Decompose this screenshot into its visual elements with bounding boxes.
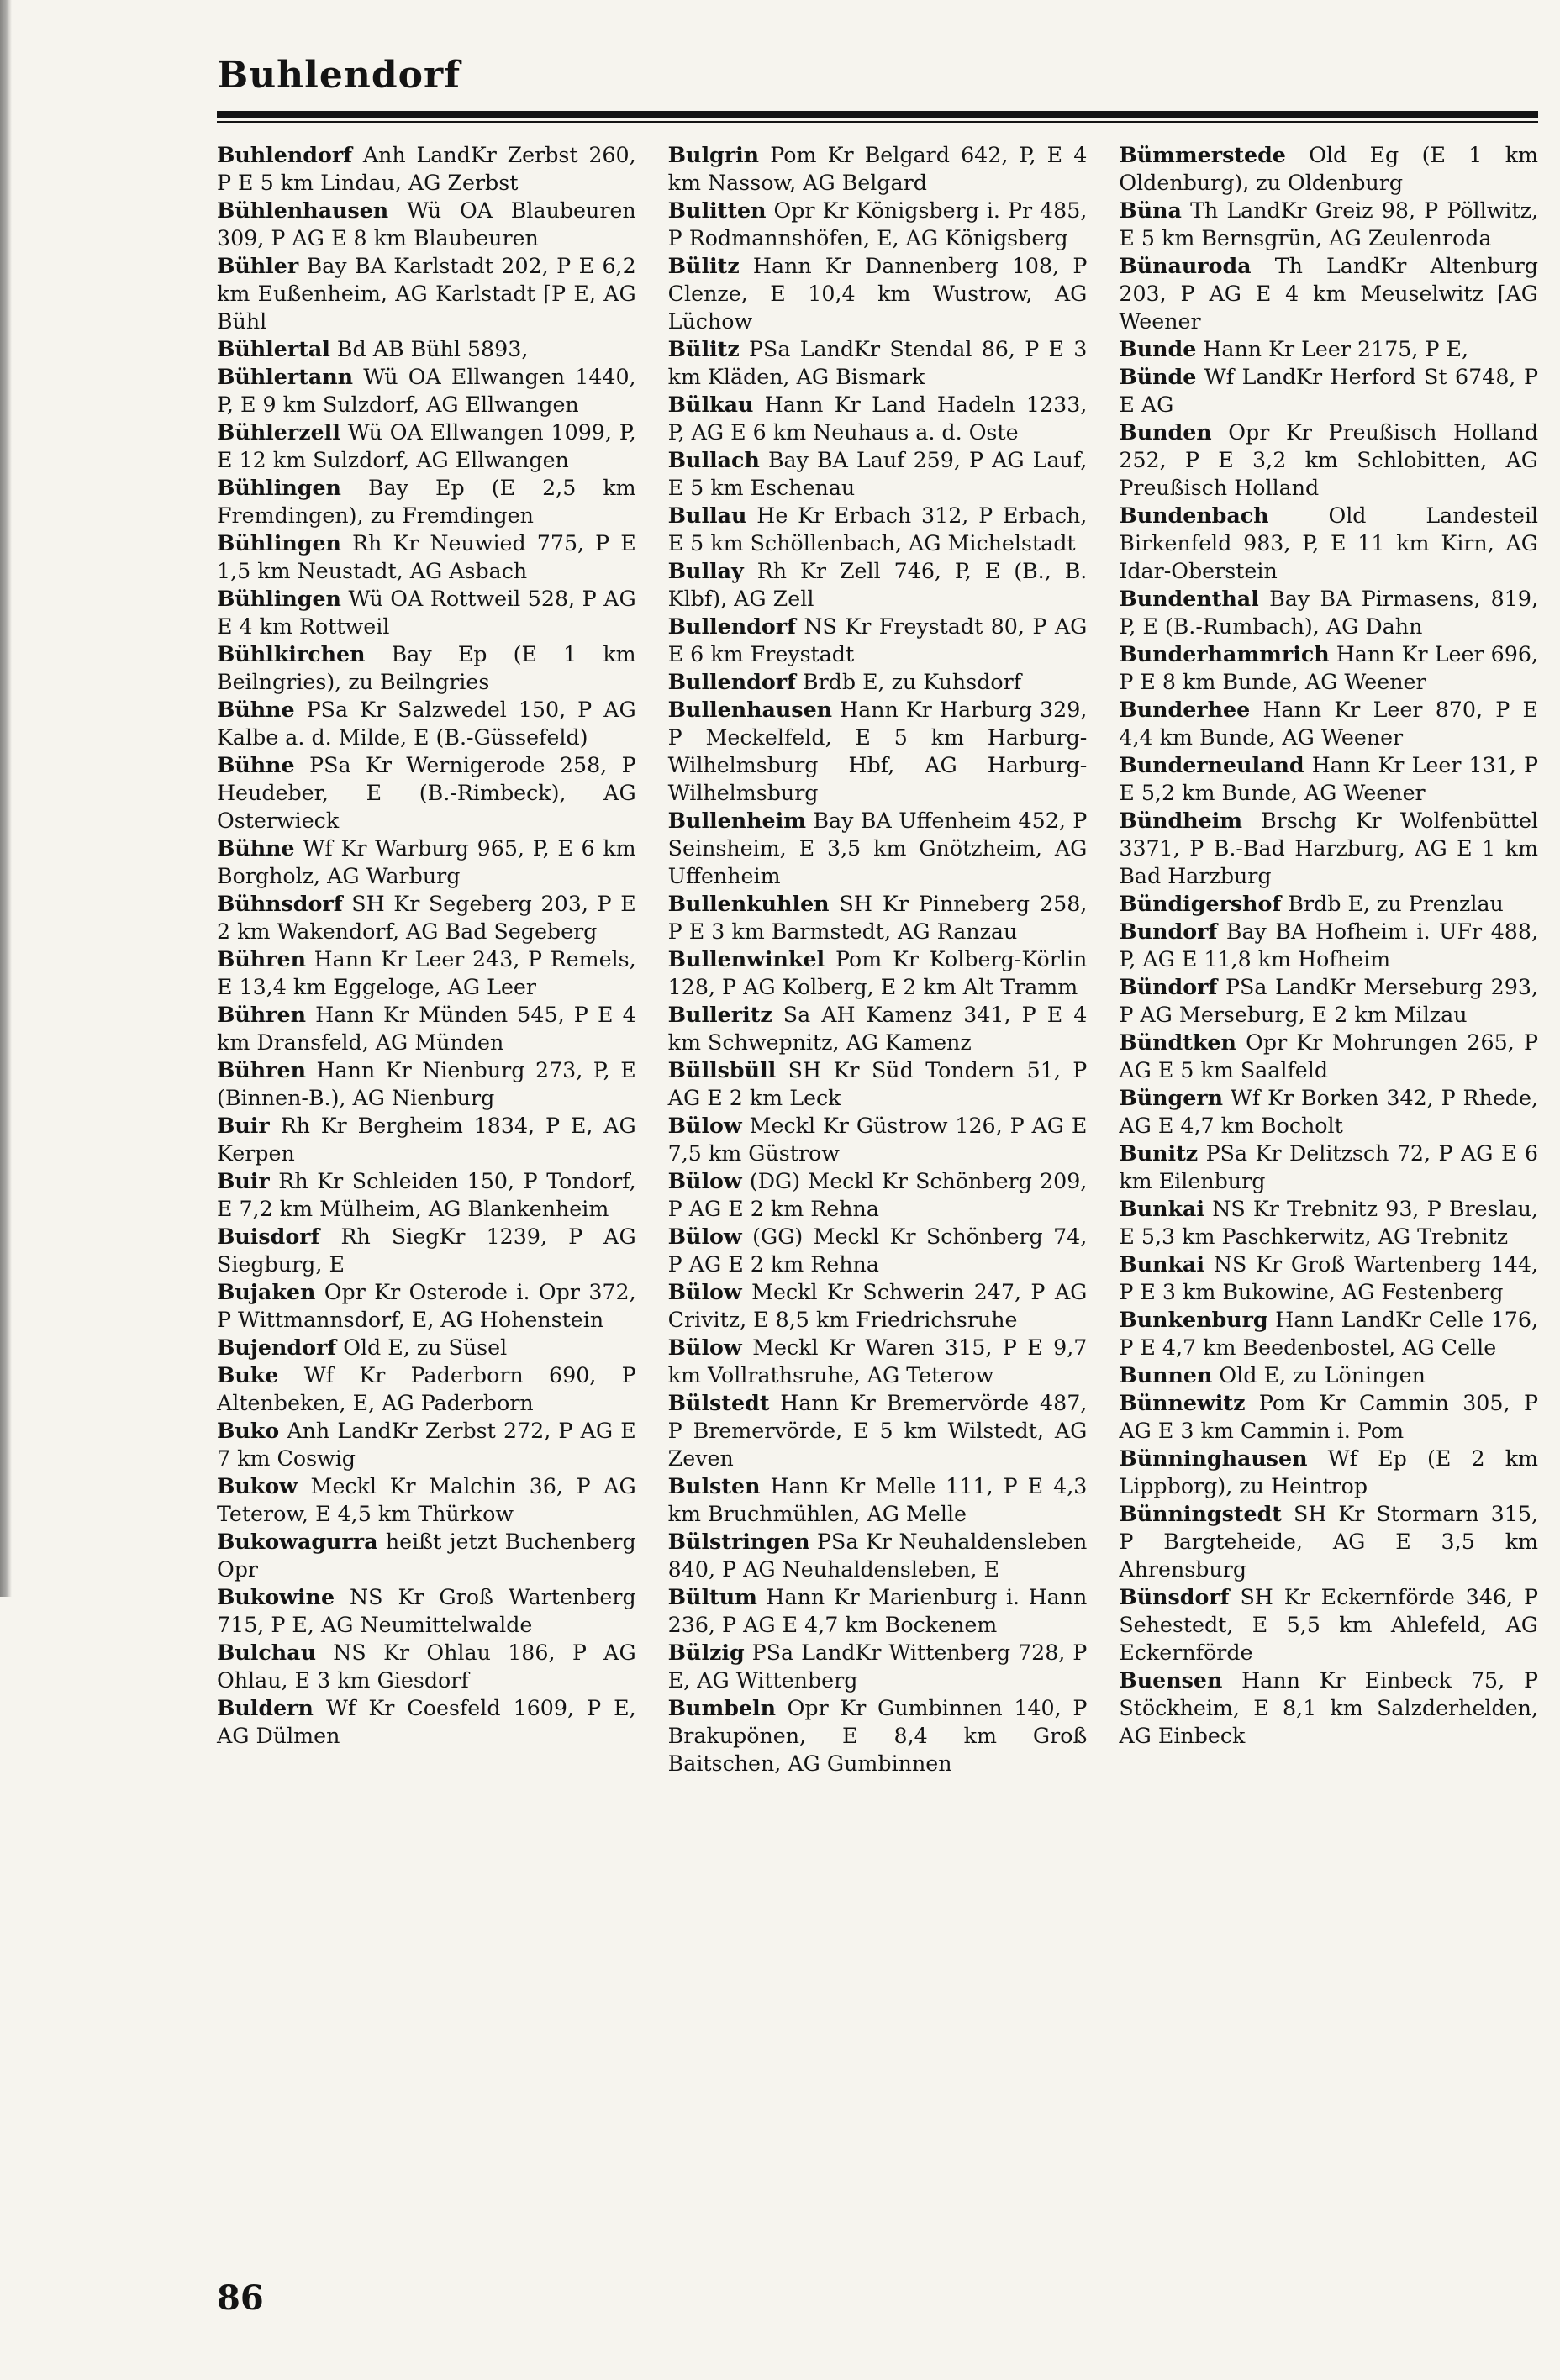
gazetteer-entry	[1119, 640, 1538, 696]
entry-details: Old E, zu Löningen	[1212, 1363, 1426, 1387]
entry-details: Brschg Kr Wolfenbüttel 3371, P B.-Bad Harzburg, AG E 1 km Bad Harzburg	[1119, 808, 1539, 888]
gazetteer-entry	[1119, 1667, 1538, 1750]
entry-details: Wf Kr Paderborn 690, P Altenbeken, E, AG Paderborn	[217, 1363, 636, 1415]
gazetteer-entry	[668, 1056, 1088, 1112]
entry-details: Brdb E, zu Prenzlau	[1281, 892, 1504, 916]
gazetteer-entry	[1119, 751, 1538, 807]
column-middle	[668, 141, 1088, 2293]
gazetteer-entry	[668, 1472, 1088, 1528]
entry-headword: Bühne	[217, 835, 295, 861]
entry-headword: Bühlertann	[217, 364, 354, 389]
gazetteer-entry	[668, 1639, 1088, 1694]
entry-headword: Buko	[217, 1418, 280, 1443]
entry-headword: Bulleritz	[667, 1002, 772, 1027]
gazetteer-entry	[217, 363, 636, 419]
gazetteer-entry	[217, 1417, 636, 1472]
entry-details: Rh Kr Schleiden 150, P Tondorf, E 7,2 km Mülheim, AG Blankenheim	[217, 1169, 636, 1221]
entry-details: PSa LandKr Merseburg 293, P AG Merseburg, E 2 km Milzau	[1119, 975, 1539, 1027]
entry-details: Meckl Kr Malchin 36, P AG Teterow, E 4,5 km Thürkow	[217, 1474, 636, 1526]
entry-details: PSa Kr Wernigerode 258, P Heudeber, E (B.-Rimbeck), AG Osterwieck	[217, 753, 636, 833]
entry-details: Rh Kr Neuwied 775, P E 1,5 km Neustadt, AG Asbach	[217, 531, 636, 583]
entry-headword: Buke	[217, 1362, 279, 1387]
entry-details: Rh Kr Zell 746, P, E (B., B. Klbf), AG Zell	[667, 559, 1088, 611]
gazetteer-entry	[217, 1001, 636, 1056]
entry-headword: Buir	[217, 1113, 270, 1138]
gazetteer-entry	[1119, 585, 1538, 640]
entry-headword: Bülow	[667, 1168, 742, 1193]
gazetteer-entry	[1119, 141, 1538, 197]
entry-headword: Bunderneuland	[1119, 752, 1304, 777]
gazetteer-entry	[1119, 918, 1538, 973]
entry-headword: Bühnsdorf	[217, 891, 343, 916]
gazetteer-entry	[217, 585, 636, 640]
gazetteer-entry	[668, 252, 1088, 335]
entry-headword: Bulsten	[667, 1473, 761, 1498]
entry-headword: Bullay	[667, 558, 744, 583]
entry-details: Brdb E, zu Kuhsdorf	[795, 670, 1022, 694]
entry-details: SH Kr Pinneberg 258, P E 3 km Barmstedt, AG Ranzau	[667, 892, 1088, 944]
entry-headword: Bültum	[667, 1584, 757, 1609]
entry-headword: Bulitten	[667, 197, 767, 223]
entry-details: Th LandKr Altenburg 203, P AG E 4 km Meuselwitz ⌈AG Weener	[1119, 254, 1539, 334]
entry-details: Pom Kr Kolberg-Körlin 128, P AG Kolberg, E 2 km Alt Tramm	[667, 947, 1088, 999]
gazetteer-entry	[217, 1472, 636, 1528]
gazetteer-entry	[217, 1639, 636, 1694]
entry-headword: Buensen	[1119, 1667, 1223, 1693]
gazetteer-entry	[668, 141, 1088, 197]
gazetteer-entry	[1119, 1306, 1538, 1361]
gazetteer-entry	[668, 1001, 1088, 1056]
entry-headword: Bundenbach	[1119, 503, 1269, 528]
entry-headword: Bunderhammrich	[1119, 641, 1330, 666]
gazetteer-entry	[668, 1223, 1088, 1278]
gazetteer-entry	[668, 1278, 1088, 1334]
entry-headword: Bujaken	[217, 1279, 316, 1304]
entry-details: Hann Kr Leer 243, P Remels, E 13,4 km Eggelоge, AG Leer	[217, 947, 636, 999]
entry-details: Bay Ep (E 2,5 km Fremdingen), zu Fremdingen	[217, 476, 636, 528]
entry-headword: Bullach	[667, 447, 760, 472]
entry-details: Wü OA Ellwangen 1099, P, E 12 km Sulzdorf, AG Ellwangen	[217, 420, 636, 472]
gazetteer-entry	[1119, 1445, 1538, 1500]
gazetteer-entry	[217, 1223, 636, 1278]
entry-details: Hann Kr Einbeck 75, P Stöckheim, E 8,1 km Salzderhelden, AG Einbeck	[1119, 1668, 1539, 1748]
entry-headword: Bülstedt	[667, 1390, 770, 1415]
gazetteer-entry	[217, 141, 636, 197]
entry-headword: Bülitz	[667, 253, 740, 278]
entry-details: Opr Kr Gumbinnen 140, P Brakupönen, E 8,4 km Groß Baitschen, AG Gumbinnen	[667, 1696, 1088, 1776]
gazetteer-entry	[217, 1167, 636, 1223]
header-rule-thick	[217, 111, 1538, 118]
gazetteer-entry	[668, 945, 1088, 1001]
gazetteer-entry	[1119, 335, 1538, 363]
gazetteer-entry	[668, 1334, 1088, 1389]
entry-headword: Bukowagurra	[217, 1529, 378, 1554]
entry-headword: Bunnen	[1119, 1362, 1213, 1387]
gazetteer-entry	[217, 1056, 636, 1112]
entry-headword: Bünninghausen	[1119, 1445, 1308, 1471]
entry-headword: Bühlingen	[217, 586, 341, 611]
entry-headword: Büngern	[1119, 1085, 1224, 1110]
entry-headword: Bühne	[217, 697, 295, 722]
entry-details: NS Kr Ohlau 186, P AG Ohlau, E 3 km Giesdorf	[217, 1640, 636, 1693]
entry-headword: Bünningstedt	[1119, 1501, 1282, 1526]
entry-details: Hann Kr Dannenberg 108, P Clenze, E 10,4 km Wustrow, AG Lüchow	[667, 254, 1088, 334]
entry-headword: Bullau	[667, 503, 747, 528]
entry-details: NS Kr Freystadt 80, P AG E 6 km Freystadt	[667, 614, 1088, 666]
entry-headword: Bukowine	[217, 1584, 335, 1609]
entry-details: SH Kr Süd Tondern 51, P AG E 2 km Leck	[667, 1058, 1088, 1110]
gazetteer-entry	[1119, 1140, 1538, 1195]
gazetteer-entry	[217, 1361, 636, 1417]
entry-headword: Bündorf	[1119, 974, 1218, 999]
entry-headword: Bühren	[217, 946, 306, 971]
entry-headword: Bülzig	[667, 1640, 745, 1665]
entry-headword: Büllsbüll	[667, 1057, 777, 1082]
entry-headword: Bühlertal	[217, 336, 330, 361]
entry-details: PSa Kr Delitzsch 72, P AG E 6 km Eilenburg	[1119, 1141, 1539, 1193]
gazetteer-entry	[217, 890, 636, 945]
entry-details: Rh Kr Bergheim 1834, P E, AG Kerpen	[217, 1114, 636, 1166]
gazetteer-entry	[217, 1334, 636, 1361]
gazetteer-entry	[1119, 1029, 1538, 1084]
entry-details: Bay BA Lauf 259, P AG Lauf, E 5 km Eschenau	[667, 448, 1088, 500]
entry-headword: Bullenkuhlen	[667, 891, 830, 916]
entry-details: Old Landesteil Birkenfeld 983, P, E 11 km Kirn, AG Idar-Oberstein	[1119, 503, 1539, 583]
entry-details: Anh LandKr Zerbst 272, P AG E 7 km Coswig	[217, 1419, 636, 1471]
entry-details: Wf Kr Warburg 965, P, E 6 km Borgholz, AG Warburg	[217, 836, 636, 888]
entry-details: SH Kr Segeberg 203, P E 2 km Wakendorf, AG Bad Segeberg	[217, 892, 636, 944]
gazetteer-entry	[668, 668, 1088, 696]
entry-details: Wü OA Blaubeuren 309, P AG E 8 km Blaubeuren	[217, 198, 636, 250]
entry-details: Meckl Kr Waren 315, P E 9,7 km Vollrathsruhe, AG Teterow	[667, 1335, 1088, 1387]
entry-details: PSa Kr Neuhaldensleben 840, P AG Neuhaldensleben, E	[667, 1530, 1088, 1582]
gazetteer-entry	[668, 502, 1088, 557]
entry-details: Wü OA Rottweil 528, P AG E 4 km Rottweil	[217, 587, 636, 639]
entry-details: NS Kr Groß Wartenberg 715, P E, AG Neumittelwalde	[217, 1585, 636, 1637]
gazetteer-entry	[217, 1112, 636, 1167]
entry-details: Sa AH Kamenz 341, P E 4 km Schwepnitz, AG Kamenz	[667, 1003, 1088, 1055]
entry-headword: Bündheim	[1119, 808, 1243, 833]
gazetteer-entry	[217, 751, 636, 835]
entry-headword: Bülstringen	[667, 1529, 810, 1554]
gazetteer-entry	[668, 557, 1088, 613]
entry-details: Pom Kr Belgard 642, P, E 4 km Nassow, AG Belgard	[667, 143, 1088, 195]
gazetteer-entry	[217, 252, 636, 335]
gazetteer-entry	[217, 1278, 636, 1334]
entry-headword: Bulgrin	[667, 142, 760, 167]
gazetteer-entry	[668, 1167, 1088, 1223]
gazetteer-entry	[1119, 502, 1538, 585]
entry-headword: Bullenwinkel	[667, 946, 825, 971]
gazetteer-entry	[1119, 807, 1538, 890]
page-binding-shadow	[0, 0, 12, 1597]
gazetteer-entry	[668, 391, 1088, 446]
entry-headword: Bülow	[667, 1279, 742, 1304]
entry-headword: Bunkenburg	[1119, 1307, 1268, 1332]
entry-details: Bay Ep (E 1 km Beilngries), zu Beilngries	[217, 642, 636, 694]
entry-columns	[217, 141, 1538, 2293]
entry-details: Anh LandKr Zerbst 260, P E 5 km Lindau, AG Zerbst	[217, 143, 636, 195]
gazetteer-entry	[217, 197, 636, 252]
entry-headword: Buisdorf	[217, 1224, 320, 1249]
gazetteer-entry	[1119, 1500, 1538, 1583]
gazetteer-entry	[217, 696, 636, 751]
gazetteer-entry	[217, 529, 636, 585]
entry-headword: Bullendorf	[667, 669, 796, 694]
entry-details: Hann Kr Harburg 329, P Meckelfeld, E 5 km Harburg-Wilhelmsburg Hbf, AG Harburg-Wilhelmsburg	[667, 698, 1088, 805]
gazetteer-entry	[668, 1694, 1088, 1777]
entry-details: Old Eg (E 1 km Oldenburg), zu Oldenburg	[1119, 143, 1539, 195]
entry-headword: Bunkai	[1119, 1251, 1205, 1277]
entry-headword: Bühlkirchen	[217, 641, 366, 666]
entry-headword: Bühler	[217, 253, 299, 278]
entry-headword: Bühren	[217, 1057, 306, 1082]
header-rule-thin	[217, 121, 1538, 123]
entry-headword: Bündtken	[1119, 1029, 1236, 1055]
gazetteer-entry	[217, 335, 636, 363]
entry-headword: Buldern	[217, 1695, 314, 1720]
entry-headword: Bülitz	[667, 336, 740, 361]
entry-headword: Bunde	[1119, 336, 1197, 361]
entry-details: Bay BA Hofheim i. UFr 488, P, AG E 11,8 km Hofheim	[1119, 919, 1539, 971]
entry-details: Hann LandKr Celle 176, P E 4,7 km Beedenbostel, AG Celle	[1119, 1308, 1539, 1360]
entry-headword: Bühren	[217, 1002, 306, 1027]
entry-headword: Bühlerzell	[217, 419, 340, 445]
entry-headword: Büna	[1119, 197, 1182, 223]
entry-details: Opr Kr Osterode i. Opr 372, P Wittmannsdorf, E, AG Hohenstein	[217, 1280, 636, 1332]
entry-details: Bay BA Pirmasens, 819, P, E (B.-Rumbach), AG Dahn	[1119, 587, 1539, 639]
entry-headword: Bullenhausen	[667, 697, 833, 722]
running-head: Buhlendorf	[217, 54, 461, 97]
entry-headword: Bülkau	[667, 392, 754, 417]
gazetteer-entry	[217, 1583, 636, 1639]
entry-details: Hann Kr Leer 2175, P E,	[1196, 337, 1469, 361]
entry-headword: Buhlendorf	[217, 142, 353, 167]
entry-details: Hann Kr Melle 111, P E 4,3 km Bruchmühlen, AG Melle	[667, 1474, 1088, 1526]
entry-details: Hann Kr Land Hadeln 1233, P, AG E 6 km Neuhaus a. d. Oste	[667, 392, 1088, 445]
entry-details: Wü OA Ellwangen 1440, P, E 9 km Sulzdorf, AG Ellwangen	[217, 365, 636, 417]
entry-headword: Bulchau	[217, 1640, 316, 1665]
entry-headword: Bunitz	[1119, 1140, 1199, 1166]
entry-details: Hann Kr Marienburg i. Hann 236, P AG E 4,7 km Bockenem	[667, 1585, 1088, 1637]
entry-headword: Bülow	[667, 1335, 742, 1360]
gazetteer-entry	[1119, 252, 1538, 335]
gazetteer-entry	[217, 474, 636, 529]
gazetteer-entry	[217, 945, 636, 1001]
entry-details: Opr Kr Preußisch Holland 252, P E 3,2 km Schlobitten, AG Preußisch Holland	[1119, 420, 1539, 500]
column-left	[217, 141, 636, 2293]
entry-details: NS Kr Groß Wartenberg 144, P E 3 km Bukowine, AG Festenberg	[1119, 1252, 1539, 1304]
entry-headword: Bünnewitz	[1119, 1390, 1246, 1415]
entry-details: PSa Kr Salzwedel 150, P AG Kalbe a. d. Milde, E (B.-Güssefeld)	[217, 698, 636, 750]
gazetteer-entry	[668, 890, 1088, 945]
page-number: 86	[217, 2278, 264, 2318]
entry-headword: Bunden	[1119, 419, 1212, 445]
entry-details: Th LandKr Greiz 98, P Pöllwitz, E 5 km Bernsgrün, AG Zeulenroda	[1119, 198, 1539, 250]
gazetteer-entry	[668, 1389, 1088, 1472]
gazetteer-entry	[668, 613, 1088, 668]
entry-headword: Bühlenhausen	[217, 197, 389, 223]
gazetteer-entry	[217, 835, 636, 890]
entry-headword: Bündigershof	[1119, 891, 1282, 916]
gazetteer-entry	[1119, 973, 1538, 1029]
entry-details: Wf Kr Borken 342, P Rhede, AG E 4,7 km Bocholt	[1119, 1086, 1539, 1138]
gazetteer-entry	[1119, 696, 1538, 751]
entry-details: Pom Kr Cammin 305, P AG E 3 km Cammin i. Pom	[1119, 1391, 1539, 1443]
entry-details: Hann Kr Leer 696, P E 8 km Bunde, AG Weener	[1119, 642, 1539, 694]
entry-details: (GG) Meckl Kr Schönberg 74, P AG E 2 km Rehna	[667, 1224, 1088, 1277]
entry-details: SH Kr Stormarn 315, P Bargteheide, AG E 3,5 km Ahrensburg	[1119, 1502, 1539, 1582]
entry-details: Meckl Kr Güstrow 126, P AG E 7,5 km Güstrow	[667, 1114, 1088, 1166]
gazetteer-entry	[668, 1528, 1088, 1583]
entry-headword: Bünauroda	[1119, 253, 1252, 278]
entry-headword: Bümmerstede	[1119, 142, 1286, 167]
entry-details: Hann Kr Münden 545, P E 4 km Dransfeld, AG Münden	[217, 1003, 636, 1055]
column-right	[1119, 141, 1538, 2293]
entry-details: Bay BA Karlstadt 202, P E 6,2 km Eußenheim, AG Karlstadt ⌈P E, AG Bühl	[217, 254, 636, 334]
entry-details: SH Kr Eckernförde 346, P Sehestedt, E 5,5 km Ahlefeld, AG Eckernförde	[1119, 1585, 1539, 1665]
gazetteer-entry	[668, 446, 1088, 502]
entry-headword: Bühlingen	[217, 530, 341, 556]
gazetteer-entry	[1119, 1195, 1538, 1251]
entry-details: Wf Ep (E 2 km Lippborg), zu Heintrop	[1119, 1446, 1539, 1498]
entry-details: Hann Kr Bremervörde 487, P Bremervörde, E 5 km Wilstedt, AG Zeven	[667, 1391, 1088, 1471]
gazetteer-entry	[217, 640, 636, 696]
entry-details: Hann Kr Leer 870, P E 4,4 km Bunde, AG Weener	[1119, 698, 1539, 750]
entry-details: Wf LandKr Herford St 6748, P E AG	[1119, 365, 1539, 417]
gazetteer-entry	[1119, 419, 1538, 502]
entry-details: heißt jetzt Buchenberg Opr	[217, 1530, 636, 1582]
entry-details: Hann Kr Nienburg 273, P, E (Binnen-B.), AG Nienburg	[217, 1058, 636, 1110]
page-header	[217, 52, 1538, 99]
entry-headword: Bühne	[217, 752, 295, 777]
entry-details: Meckl Kr Schwerin 247, P AG Crivitz, E 8,5 km Friedrichsruhe	[667, 1280, 1088, 1332]
entry-headword: Bülow	[667, 1113, 742, 1138]
entry-headword: Bunderhee	[1119, 697, 1251, 722]
gazetteer-entry	[668, 807, 1088, 890]
entry-headword: Bundorf	[1119, 919, 1218, 944]
entry-details: Old E, zu Süsel	[336, 1335, 508, 1360]
gazetteer-entry	[217, 419, 636, 474]
gazetteer-entry	[217, 1528, 636, 1583]
entry-details: Wf Kr Coesfeld 1609, P E, AG Dülmen	[217, 1696, 636, 1748]
gazetteer-entry	[668, 696, 1088, 807]
gazetteer-entry	[217, 1694, 636, 1750]
gazetteer-entry	[1119, 1389, 1538, 1445]
entry-details: Opr Kr Mohrungen 265, P AG E 5 km Saalfeld	[1119, 1030, 1539, 1082]
entry-details: Hann Kr Leer 131, P E 5,2 km Bunde, AG Weener	[1119, 753, 1539, 805]
entry-details: Bay BA Uffenheim 452, P Seinsheim, E 3,5 km Gnötzheim, AG Uffenheim	[667, 808, 1088, 888]
entry-headword: Bullenheim	[667, 808, 807, 833]
gazetteer-entry	[668, 197, 1088, 252]
entry-headword: Bukow	[217, 1473, 298, 1498]
gazetteer-entry	[1119, 1361, 1538, 1389]
entry-details: Bd AB Bühl 5893,	[329, 337, 529, 361]
entry-details: (DG) Meckl Kr Schönberg 209, P AG E 2 km Rehna	[667, 1169, 1088, 1221]
entry-headword: Bünde	[1119, 364, 1197, 389]
entry-details: NS Kr Trebnitz 93, P Breslau, E 5,3 km Paschkerwitz, AG Trebnitz	[1119, 1197, 1539, 1249]
entry-details: PSa LandKr Wittenberg 728, P E, AG Wittenberg	[667, 1640, 1088, 1693]
gazetteer-entry	[668, 1112, 1088, 1167]
entry-headword: Bülow	[667, 1224, 742, 1249]
gazetteer-entry	[1119, 890, 1538, 918]
entry-headword: Bünsdorf	[1119, 1584, 1230, 1609]
gazetteer-entry	[668, 1583, 1088, 1639]
entry-headword: Buir	[217, 1168, 270, 1193]
entry-details: Rh SiegKr 1239, P AG Siegburg, E	[217, 1224, 636, 1277]
entry-headword: Bujendorf	[217, 1335, 337, 1360]
entry-headword: Bullendorf	[667, 613, 796, 639]
gazetteer-entry	[1119, 363, 1538, 419]
entry-headword: Bundenthal	[1119, 586, 1259, 611]
entry-headword: Bühlingen	[217, 475, 341, 500]
gazetteer-entry	[1119, 197, 1538, 252]
entry-headword: Bunkai	[1119, 1196, 1205, 1221]
entry-details: PSa LandKr Stendal 86, P E 3 km Kläden, AG Bismark	[667, 337, 1088, 389]
entry-details: He Kr Erbach 312, P Erbach, E 5 km Schöllenbach, AG Michelstadt	[667, 503, 1088, 556]
gazetteer-entry	[1119, 1583, 1538, 1667]
gazetteer-entry	[1119, 1251, 1538, 1306]
entry-details: Opr Kr Königsberg i. Pr 485, P Rodmannshöfen, E, AG Königsberg	[667, 198, 1088, 250]
entry-headword: Bumbeln	[667, 1695, 776, 1720]
gazetteer-entry	[668, 335, 1088, 391]
gazetteer-entry	[1119, 1084, 1538, 1140]
